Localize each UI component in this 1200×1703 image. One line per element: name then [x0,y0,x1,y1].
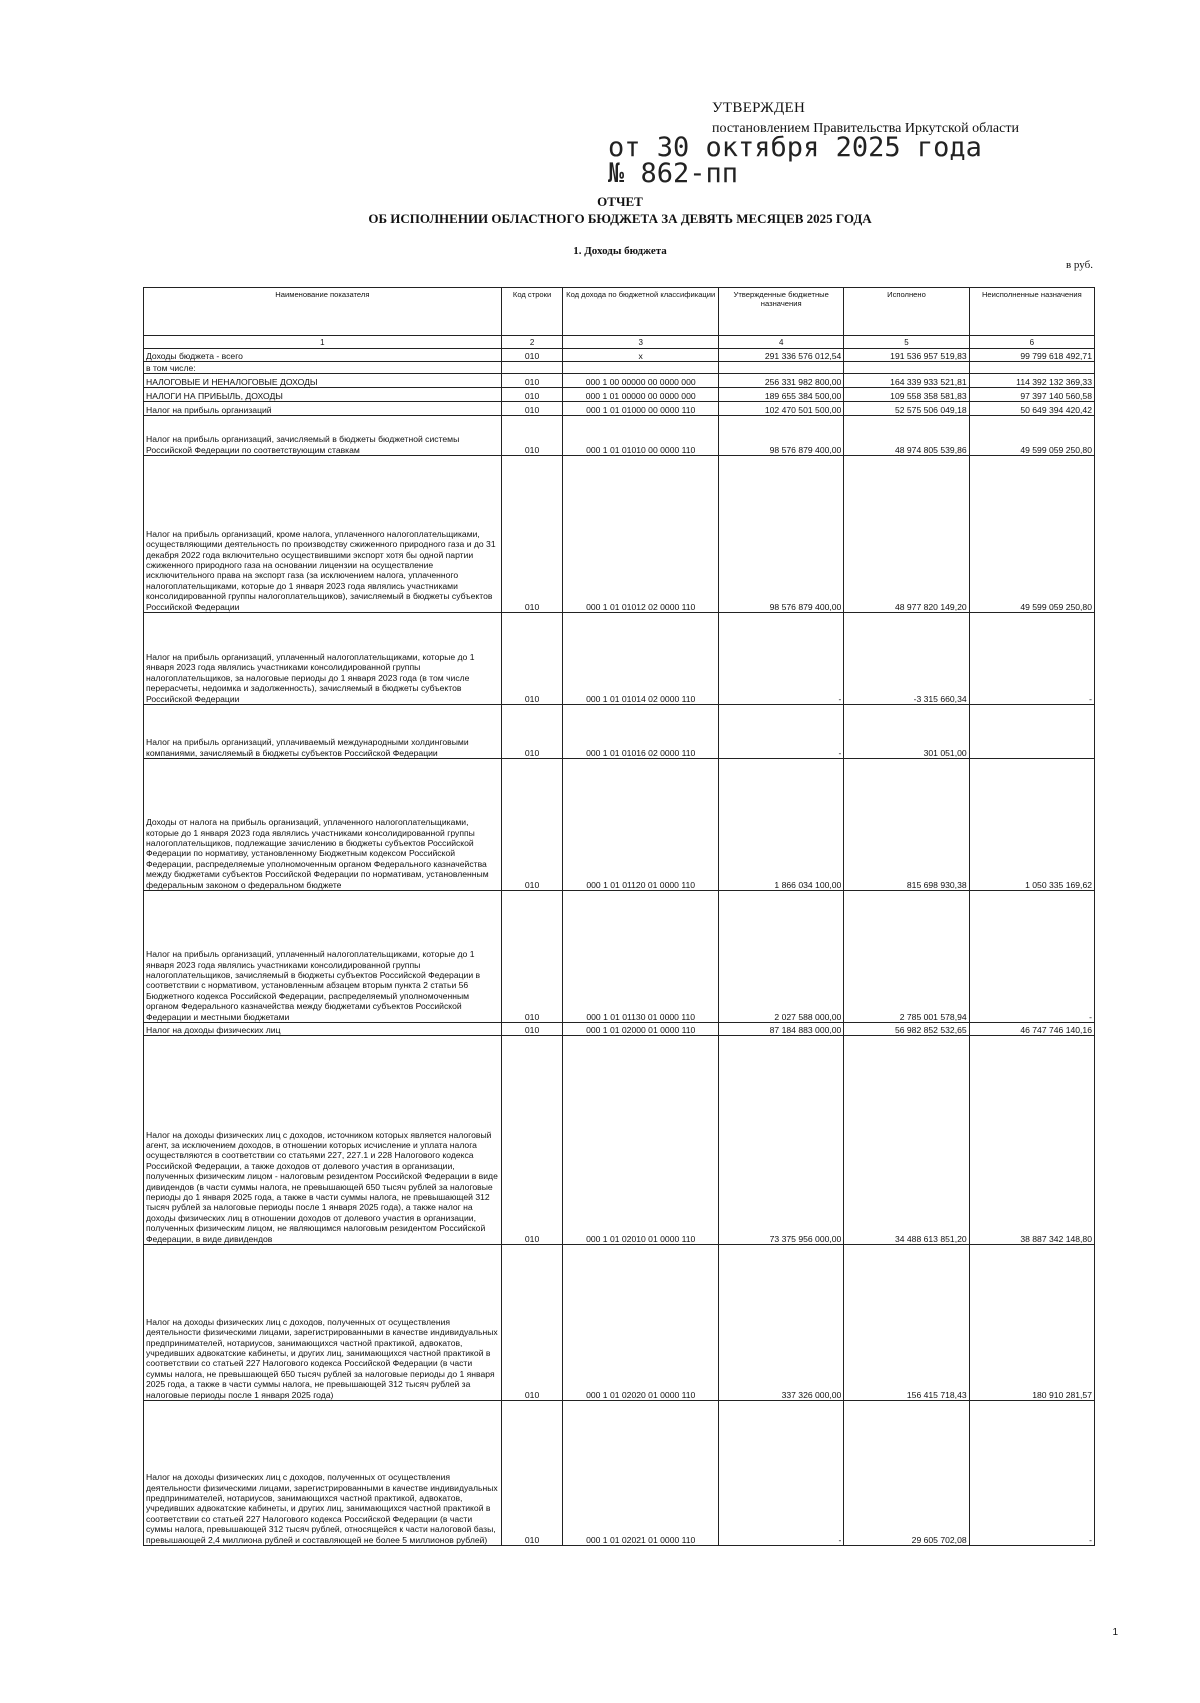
indicator-name: Налог на доходы физических лиц с доходов, полученных от осуществления деятельности физическими лицами, зарегистрированными в качестве индивидуальных предпринимателей, нотариусов, занимающихся частной практикой, адвокатов, учредивших адвокатские кабинеты, и других лиц, занимающихся частной практикой в соответствии со статьей 227 Налогового кодекса Российской Федерации (в части суммы налога, превышающей 312 тысяч рублей, относящейся к части налоговой базы, превышающей 2,4 миллиона рублей и составляющей не более 5 миллионов рублей) [144,1401,502,1546]
table-row [144,1036,1095,1245]
indicator-name: Налог на прибыль организаций, уплаченный налогоплательщиками, которые до 1 января 2023 года являлись участниками консолидированной группы налогоплательщиков, за налоговые периоды до 1 января 2023 года (в том числе перерасчеты, недоимка и задолженность), зачисляемый в бюджеты субъектов Российской Федерации [144,613,502,705]
indicator-name: Доходы бюджета - всего [144,349,502,362]
table-row [144,402,1095,416]
column-number-row [144,336,1095,349]
approved-amount: 98 576 879 400,00 [719,416,844,456]
line-code: 010 [501,374,563,388]
revenue-code: 000 1 01 01012 02 0000 110 [563,456,719,613]
column-number: 4 [719,336,844,349]
executed-amount: 48 974 805 539,86 [844,416,969,456]
indicator-name: Налог на доходы физических лиц с доходов, полученных от осуществления деятельности физическими лицами, зарегистрированными в качестве индивидуальных предпринимателей, нотариусов, занимающихся частной практикой, адвокатов, учредивших адвокатские кабинеты, и других лиц, занимающихся частной практикой в соответствии со статьей 227 Налогового кодекса Российской Федерации (в части суммы налога, не превышающей 650 тысяч рублей за налоговые периоды до 1 января 2025 года, а также в части суммы налога, не превышающей 312 тысяч рублей за налоговые периоды после 1 января 2025 года) [144,1245,502,1401]
executed-amount: 52 575 506 049,18 [844,402,969,416]
revenue-code: 000 1 01 01016 02 0000 110 [563,705,719,759]
table-header-row [144,288,1095,336]
approved-amount: 98 576 879 400,00 [719,456,844,613]
revenue-code: 000 1 01 02010 01 0000 110 [563,1036,719,1245]
column-number: 5 [844,336,969,349]
unexecuted-amount: 180 910 281,57 [969,1245,1094,1401]
approved-amount [719,362,844,374]
line-code: 010 [501,1401,563,1546]
column-header: Утвержденные бюджетные назначения [719,288,844,336]
line-code: 010 [501,402,563,416]
revenue-code: 000 1 01 01130 01 0000 110 [563,891,719,1023]
approved-amount: 73 375 956 000,00 [719,1036,844,1245]
indicator-name: Налог на прибыль организаций [144,402,502,416]
approved-amount: 291 336 576 012,54 [719,349,844,362]
unexecuted-amount: 49 599 059 250,80 [969,456,1094,613]
column-number: 2 [501,336,563,349]
executed-amount: 164 339 933 521,81 [844,374,969,388]
table-row [144,374,1095,388]
executed-amount: 815 698 930,38 [844,759,969,891]
page-number: 1 [1112,1627,1118,1638]
table-row [144,362,1095,374]
line-code: 010 [501,416,563,456]
table-row [144,1401,1095,1546]
unexecuted-amount: 50 649 394 420,42 [969,402,1094,416]
date-stamp: от 30 октября 2025 года [608,132,982,163]
indicator-name: Налог на доходы физических лиц с доходов, источником которых является налоговый агент, за исключением доходов, в отношении которых исчисление и уплата налога осуществляются в соответствии со статьями 227, 227.1 и 228 Налогового кодекса Российской Федерации, а также доходов от долевого участия в организации, полученных физическим лицом - налоговым резидентом Российской Федерации в виде дивидендов (в части суммы налога, не превышающей 650 тысяч рублей за налоговые периоды до 1 января 2025 года, а также в части суммы налога, не превышающей 312 тысяч рублей за налоговые периоды после 1 января 2025 года), а также налог на доходы физических лиц в отношении доходов от долевого участия в организации, полученных физическим лицом, не являющимся налоговым резидентом Российской Федерации, в виде дивидендов [144,1036,502,1245]
column-header: Неисполненные назначения [969,288,1094,336]
table-row [144,388,1095,402]
table-row [144,891,1095,1023]
line-code: 010 [501,349,563,362]
approved-amount: 189 655 384 500,00 [719,388,844,402]
approved-amount: 1 866 034 100,00 [719,759,844,891]
line-code: 010 [501,759,563,891]
approved-amount: 256 331 982 800,00 [719,374,844,388]
indicator-name: Налог на прибыль организаций, зачисляемый в бюджеты бюджетной системы Российской Федерации по соответствующим ставкам [144,416,502,456]
report-subtitle: ОБ ИСПОЛНЕНИИ ОБЛАСТНОГО БЮДЖЕТА ЗА ДЕВЯТЬ МЕСЯЦЕВ 2025 ГОДА [368,211,872,226]
indicator-name: Налог на прибыль организаций, уплаченный налогоплательщиками, которые до 1 января 2023 года являлись участниками консолидированной группы налогоплательщиков, зачисляемый в бюджеты субъектов Российской Федерации в соответствии с нормативом, установленным абзацем вторым пункта 2 статьи 56 Бюджетного кодекса Российской Федерации, распределяемый уполномоченным органом Федерального казначейства между бюджетами субъектов Российской Федерации и местными бюджетами [144,891,502,1023]
unexecuted-amount: 99 799 618 492,71 [969,349,1094,362]
unexecuted-amount: 1 050 335 169,62 [969,759,1094,891]
approved-amount: - [719,1401,844,1546]
line-code: 010 [501,613,563,705]
executed-amount: 48 977 820 149,20 [844,456,969,613]
revenue-code: 000 1 01 01120 01 0000 110 [563,759,719,891]
line-code: 010 [501,1245,563,1401]
revenue-code: 000 1 01 01010 00 0000 110 [563,416,719,456]
table-row [144,349,1095,362]
indicator-name: Налог на доходы физических лиц [144,1023,502,1036]
column-number: 1 [144,336,502,349]
revenue-code: 000 1 01 02020 01 0000 110 [563,1245,719,1401]
line-code: 010 [501,456,563,613]
units-label: в руб. [1065,259,1093,271]
indicator-name: НАЛОГОВЫЕ И НЕНАЛОГОВЫЕ ДОХОДЫ [144,374,502,388]
executed-amount: -3 315 660,34 [844,613,969,705]
table-row [144,1023,1095,1036]
executed-amount: 156 415 718,43 [844,1245,969,1401]
table-row [144,1245,1095,1401]
executed-amount: 2 785 001 578,94 [844,891,969,1023]
revenue-code: x [563,349,719,362]
unexecuted-amount: - [969,891,1094,1023]
line-code: 010 [501,891,563,1023]
approved-amount: 87 184 883 000,00 [719,1023,844,1036]
indicator-name: НАЛОГИ НА ПРИБЫЛЬ, ДОХОДЫ [144,388,502,402]
approval-stamp: УТВЕРЖДЕН [712,100,806,116]
column-header: Код дохода по бюджетной классификации [563,288,719,336]
section-title: 1. Доходы бюджета [573,245,667,257]
unexecuted-amount: 114 392 132 369,33 [969,374,1094,388]
executed-amount: 191 536 957 519,83 [844,349,969,362]
table-row [144,759,1095,891]
executed-amount [844,362,969,374]
column-header: Наименование показателя [144,288,502,336]
table-row [144,613,1095,705]
approved-amount: 102 470 501 500,00 [719,402,844,416]
unexecuted-amount: 38 887 342 148,80 [969,1036,1094,1245]
indicator-name: Налог на прибыль организаций, уплачиваемый международными холдинговыми компаниями, зачисляемый в бюджеты субъектов Российской Федерации [144,705,502,759]
table-row [144,705,1095,759]
report-title: ОТЧЕТ [597,194,643,209]
approved-amount: 337 326 000,00 [719,1245,844,1401]
revenue-code: 000 1 01 00000 00 0000 000 [563,388,719,402]
unexecuted-amount: - [969,1401,1094,1546]
approved-amount: - [719,705,844,759]
column-header: Исполнено [844,288,969,336]
executed-amount: 109 558 358 581,83 [844,388,969,402]
executed-amount: 29 605 702,08 [844,1401,969,1546]
indicator-name: Налог на прибыль организаций, кроме налога, уплаченного налогоплательщиками, осуществляющими деятельность по производству сжиженного природного газа и до 31 декабря 2022 года включительно осуществившими экспорт хотя бы одной партии сжиженного природного газа на основании лицензии на осуществление исключительного права на экспорт газа (за исключением налога, уплаченного налогоплательщиками, которые до 1 января 2023 года являлись участниками консолидированной группы налогоплательщиков), зачисляемый в бюджеты субъектов Российской Федерации [144,456,502,613]
unexecuted-amount [969,705,1094,759]
executed-amount: 34 488 613 851,20 [844,1036,969,1245]
line-code: 010 [501,388,563,402]
number-stamp: № 862-пп [608,158,739,189]
line-code [501,362,563,374]
revenue-table [143,287,1095,1546]
revenue-code: 000 1 01 02000 01 0000 110 [563,1023,719,1036]
unexecuted-amount [969,362,1094,374]
unexecuted-amount: - [969,613,1094,705]
executed-amount: 56 982 852 532,65 [844,1023,969,1036]
column-number: 6 [969,336,1094,349]
table-row [144,416,1095,456]
indicator-name: Доходы от налога на прибыль организаций, уплаченного налогоплательщиками, которые до 1 января 2023 года являлись участниками консолидированной группы налогоплательщиков, подлежащие зачислению в бюджеты субъектов Российской Федерации по нормативу, установленному Бюджетным кодексом Российской Федерации, распределяемые уполномоченным органом Федерального казначейства между бюджетами субъектов Российской Федерации по нормативам, установленным федеральным законом о федеральном бюджете [144,759,502,891]
revenue-code [563,362,719,374]
revenue-code: 000 1 01 01000 00 0000 110 [563,402,719,416]
unexecuted-amount: 49 599 059 250,80 [969,416,1094,456]
revenue-code: 000 1 00 00000 00 0000 000 [563,374,719,388]
unexecuted-amount: 46 747 746 140,16 [969,1023,1094,1036]
resolution-line: постановлением Правительства Иркутской области [712,121,1019,136]
unexecuted-amount: 97 397 140 560,58 [969,388,1094,402]
line-code: 010 [501,1036,563,1245]
column-number: 3 [563,336,719,349]
approved-amount: 2 027 588 000,00 [719,891,844,1023]
line-code: 010 [501,1023,563,1036]
executed-amount: 301 051,00 [844,705,969,759]
line-code: 010 [501,705,563,759]
approved-amount: - [719,613,844,705]
indicator-name: в том числе: [144,362,502,374]
revenue-code: 000 1 01 01014 02 0000 110 [563,613,719,705]
revenue-code: 000 1 01 02021 01 0000 110 [563,1401,719,1546]
column-header: Код строки [501,288,563,336]
table-row [144,456,1095,613]
